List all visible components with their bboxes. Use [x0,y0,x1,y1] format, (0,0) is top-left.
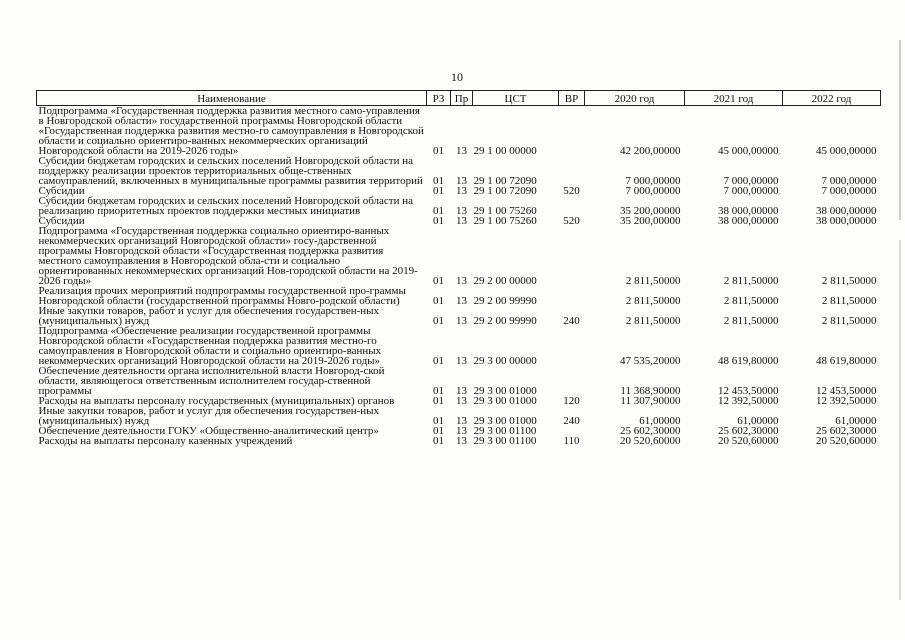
scan-edge-mark [899,40,901,220]
cell-name: Расходы на выплаты персоналу государственных (муниципальных) органов [38,395,395,407]
cell-cst: 29 3 00 00000 [473,355,537,367]
cell-cst: 29 2 00 99990 [473,295,537,307]
header-2021: 2021 год [685,91,783,106]
cell-cst: 29 3 00 01100 [473,435,537,447]
cell-name: Субсидии [38,185,85,197]
cell-pr: 13 [456,175,467,187]
cell-name: Иные закупки товаров, работ и услуг для обеспечения государствен-ных (муниципальных) нужд [38,405,380,427]
header-vr: ВР [559,91,585,106]
cell-vr [559,366,585,396]
cell-cst: 29 1 00 72090 [473,175,537,187]
cell-rz: 01 [433,205,444,217]
header-name: Наименование [37,91,427,106]
cell-vr: 110 [563,435,580,447]
cell-name: Подпрограмма «Обеспечение реализации государственной программы Новгородской области «Государственная поддержка развития местно-го самоуправления в Новгородской области и социально ориентиро-ванных некоммерческих организаций Новгородской области на 2019-2026 годы» [38,325,382,367]
cell-2022: 45 000,00000 [816,145,877,157]
table-row [37,226,881,286]
cell-cst: 29 1 00 75260 [473,205,537,217]
page-number: 10 [451,70,463,84]
cell-cst: 29 3 00 01000 [473,385,537,397]
cell-2021: 2 811,50000 [723,295,779,307]
table-row [37,406,881,426]
cell-2021: 12 392,50000 [718,395,779,407]
table-row [37,326,881,366]
cell-vr [559,106,585,157]
cell-vr: 520 [563,215,580,227]
cell-2020: 47 535,20000 [620,355,681,367]
cell-vr [559,286,585,306]
cell-rz: 01 [433,395,444,407]
cell-rz: 01 [433,355,444,367]
cell-pr: 13 [456,355,467,367]
cell-2020: 35 200,00000 [620,215,681,227]
cell-2021: 38 000,00000 [718,215,779,227]
cell-pr: 13 [456,425,467,437]
cell-2021: 61,00000 [737,415,779,427]
cell-cst: 29 2 00 99990 [473,315,537,327]
cell-2022: 7 000,00000 [821,185,877,197]
table-body [37,106,881,447]
header-2022: 2022 год [783,91,881,106]
cell-rz: 01 [433,295,444,307]
cell-2020: 2 811,50000 [625,315,681,327]
cell-2021: 38 000,00000 [718,205,779,217]
cell-cst: 29 1 00 75260 [473,215,537,227]
cell-rz: 01 [433,175,444,187]
cell-2022: 12 392,50000 [816,395,877,407]
cell-2020: 11 307,90000 [620,395,681,407]
cell-2022: 48 619,80000 [816,355,877,367]
header-cst: ЦСТ [473,91,559,106]
cell-pr: 13 [456,315,467,327]
header-pr: Пр [451,91,473,106]
cell-vr: 240 [563,415,580,427]
cell-name: Субсидии [38,215,85,227]
cell-2022: 2 811,50000 [821,295,877,307]
cell-2020: 7 000,00000 [625,175,681,187]
cell-rz: 01 [433,435,444,447]
cell-2021: 48 619,80000 [718,355,779,367]
cell-2022: 38 000,00000 [816,215,877,227]
cell-vr: 120 [563,395,580,407]
cell-rz: 01 [433,415,444,427]
cell-name: Обеспечение деятельности органа исполнительной власти Новгород-ской области, являющегося ответственным исполнителем госудаp-ственной программы [38,365,385,397]
cell-2020: 2 811,50000 [625,295,681,307]
cell-cst: 29 1 00 72090 [473,185,537,197]
table-row [37,106,881,157]
cell-2022: 61,00000 [835,415,877,427]
cell-2022: 2 811,50000 [821,315,877,327]
cell-name: Подпрограмма «Государственная поддержка развития местного само-управления в Новгородской области» государственной программы Новгородской области «Государственная поддержка развития местно-го самоуправления в Новгородской области и социально ориентиро-ванных некоммерческих организаций Новгородской области на 2019-2026 годы» [38,105,424,157]
cell-rz: 01 [433,275,444,287]
budget-table [36,90,881,446]
cell-2020: 2 811,50000 [625,275,681,287]
cell-2021: 7 000,00000 [723,185,779,197]
cell-rz: 01 [433,185,444,197]
cell-2022: 7 000,00000 [821,175,877,187]
table-header-row [37,91,881,106]
cell-pr: 13 [456,275,467,287]
cell-2020: 11 368,90000 [620,385,681,397]
header-2020: 2020 год [585,91,685,106]
cell-pr: 13 [456,395,467,407]
cell-cst: 29 2 00 00000 [473,275,537,287]
header-rz: РЗ [427,91,451,106]
cell-2021: 2 811,50000 [723,315,779,327]
cell-cst: 29 3 00 01100 [473,425,537,437]
cell-2021: 12 453,50000 [718,385,779,397]
cell-rz: 01 [433,145,444,157]
cell-2022: 38 000,00000 [816,205,877,217]
cell-pr: 13 [456,385,467,397]
cell-2020: 61,00000 [639,415,681,427]
cell-2020: 35 200,00000 [620,205,681,217]
cell-rz: 01 [433,425,444,437]
table-row [37,436,881,446]
cell-2021: 45 000,00000 [718,145,779,157]
cell-pr: 13 [456,205,467,217]
scan-edge-mark [899,240,901,600]
cell-name: Субсидии бюджетам городских и сельских поселений Новгородской области на поддержку реализации проектов территориальных обще-ственных самоуправлений, включенных в муниципальные программы развития территорий [38,155,423,187]
cell-name: Расходы на выплаты персоналу казенных учреждений [38,435,293,447]
cell-name: Субсидии бюджетам городских и сельских поселений Новгородской области на реализацию приоритетных проектов поддержки местных инициатив [38,195,414,217]
cell-cst: 29 3 00 01000 [473,415,537,427]
table-row [37,366,881,396]
cell-vr [559,196,585,216]
cell-pr: 13 [456,145,467,157]
cell-2022: 25 602,30000 [816,425,877,437]
cell-cst: 29 1 00 00000 [473,145,537,157]
cell-name: Обеспечение деятельности ГОКУ «Общественно-аналитический центр» [38,425,379,437]
cell-pr: 13 [456,215,467,227]
cell-2020: 25 602,30000 [620,425,681,437]
cell-2022: 2 811,50000 [821,275,877,287]
table-row [37,306,881,326]
cell-name: Реализация прочих мероприятий подпрограммы государственной про-граммы Новгородской области (государственной программы Новго-родской области) [38,285,406,307]
cell-2020: 7 000,00000 [625,185,681,197]
cell-cst: 29 3 00 01000 [473,395,537,407]
cell-2022: 12 453,50000 [816,385,877,397]
cell-pr: 13 [456,295,467,307]
cell-rz: 01 [433,215,444,227]
cell-2021: 7 000,00000 [723,175,779,187]
cell-2021: 25 602,30000 [718,425,779,437]
cell-rz: 01 [433,315,444,327]
cell-2021: 20 520,60000 [718,435,779,447]
cell-vr [559,226,585,286]
cell-vr [559,156,585,186]
cell-2022: 20 520,60000 [816,435,877,447]
cell-rz: 01 [433,385,444,397]
cell-name: Подпрограмма «Государственная поддержка социально ориентиро-ванных некоммерческих организаций Новгородской области» госу-дарственной программы Новгородской области «Государственная поддержка развития местного самоуправления в Новгородской обла-сти и социально ориентированных некоммерческих организаций Нов-городской области на 2019-2026 годы» [38,225,418,287]
table-row [37,156,881,186]
table-row [37,196,881,216]
cell-pr: 13 [456,185,467,197]
cell-vr: 520 [563,185,580,197]
cell-2020: 42 200,00000 [620,145,681,157]
cell-2021: 2 811,50000 [723,275,779,287]
cell-name: Иные закупки товаров, работ и услуг для обеспечения государствен-ных (муниципальных) нужд [38,305,380,327]
cell-vr [559,326,585,366]
cell-pr: 13 [456,435,467,447]
table-row [37,286,881,306]
cell-pr: 13 [456,415,467,427]
cell-vr: 240 [563,315,580,327]
cell-2020: 20 520,60000 [620,435,681,447]
